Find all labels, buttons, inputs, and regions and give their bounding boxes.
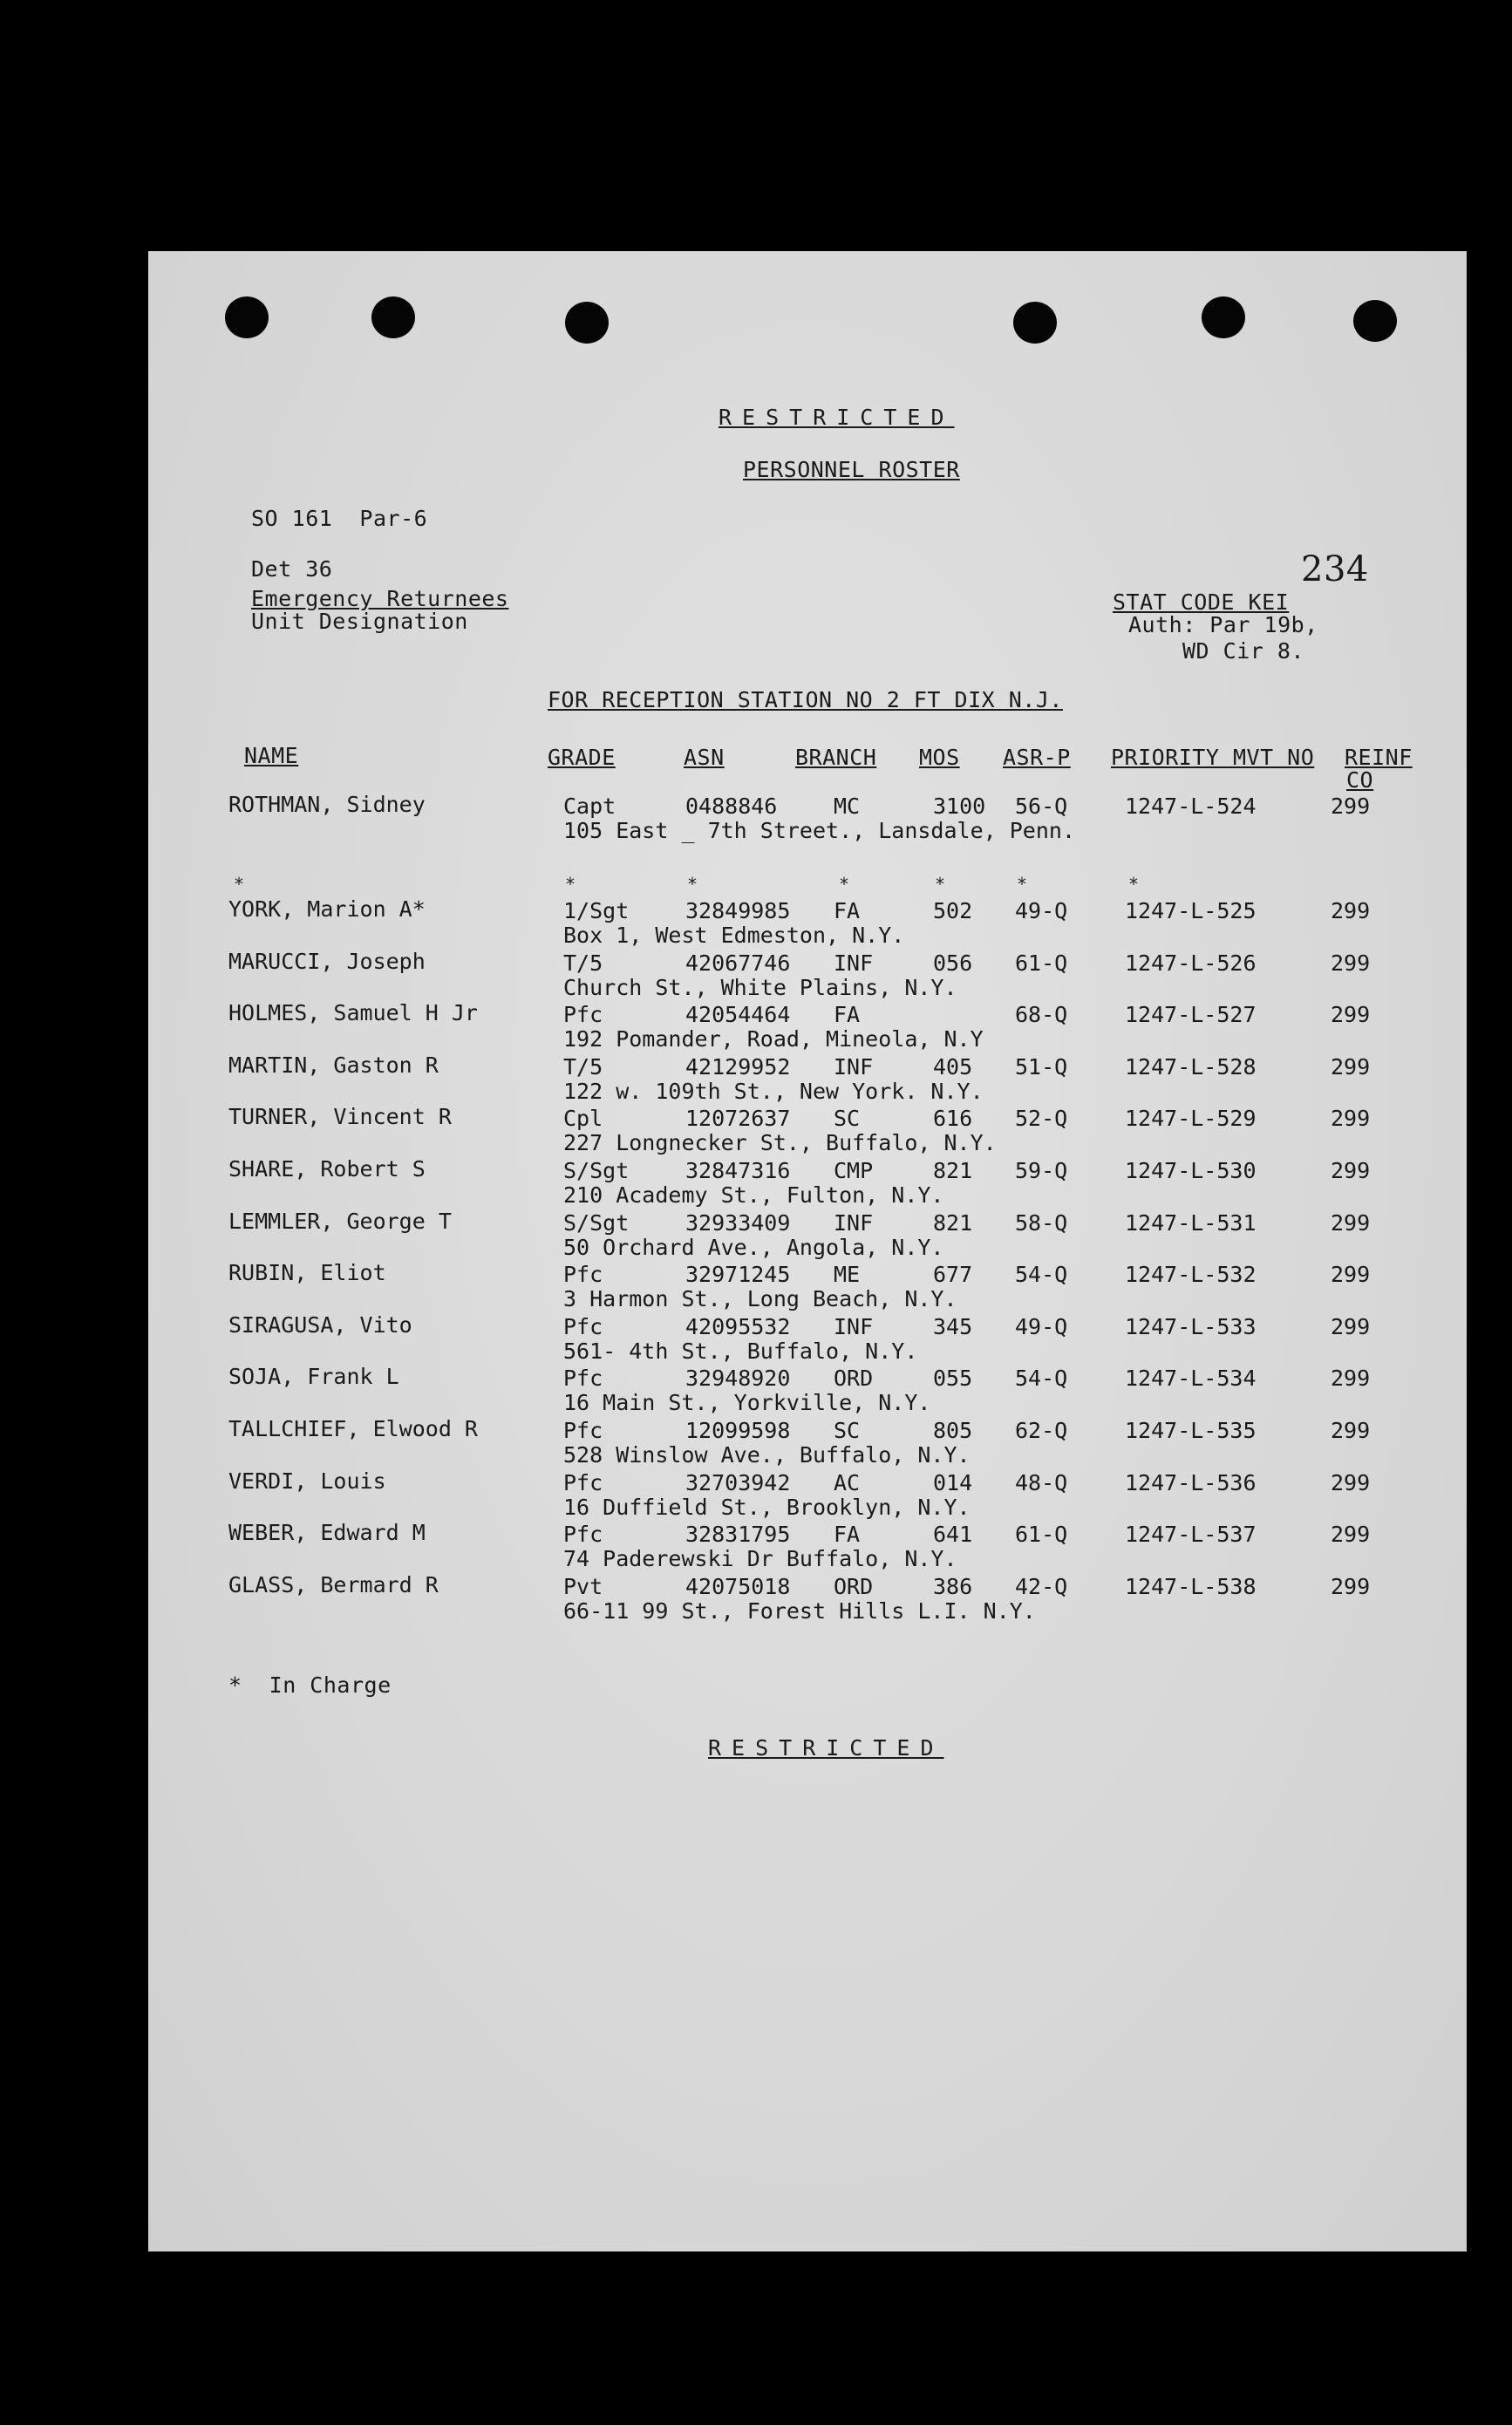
document-page [148, 251, 1467, 2251]
table-row [148, 1312, 1467, 1366]
row-address: 528 Winslow Ave., Buffalo, N.Y. [563, 1442, 971, 1468]
row-branch: ORD [834, 1574, 874, 1599]
row-name: ROTHMAN, Sidney [228, 792, 426, 817]
row-asn: 42075018 [685, 1574, 791, 1599]
row-co: 299 [1331, 1054, 1371, 1080]
row-address: 50 Orchard Ave., Angola, N.Y. [563, 1235, 944, 1260]
row-name: MARUCCI, Joseph [228, 949, 426, 974]
row-asn: 42095532 [685, 1314, 791, 1339]
table-row [148, 1364, 1467, 1418]
row-branch: INF [834, 1314, 874, 1339]
row-address: 3 Harmon St., Long Beach, N.Y. [563, 1286, 957, 1311]
stat-code: STAT CODE KEI [1113, 589, 1290, 615]
row-priority: 1247-L-537 [1125, 1522, 1257, 1547]
row-name: SOJA, Frank L [228, 1364, 399, 1389]
row-branch: FA [834, 1002, 861, 1027]
unit-name: Emergency Returnees [251, 586, 509, 611]
row-asr: 61-Q [1015, 950, 1068, 976]
page-number: 234 [1301, 549, 1369, 589]
row-asn: 32703942 [685, 1470, 791, 1495]
asterisk-marker: * [234, 874, 245, 895]
row-co: 299 [1331, 898, 1371, 923]
row-mos: 056 [933, 950, 973, 976]
authority-line-1: Auth: Par 19b, [1128, 612, 1318, 637]
row-grade: Pfc [563, 1522, 603, 1547]
row-co: 299 [1331, 1418, 1371, 1443]
row-co: 299 [1331, 950, 1371, 976]
row-address: 561- 4th St., Buffalo, N.Y. [563, 1339, 918, 1364]
row-grade: S/Sgt [563, 1210, 630, 1236]
row-co: 299 [1331, 1158, 1371, 1183]
asterisk-marker: * [935, 874, 946, 895]
row-address: Church St., White Plains, N.Y. [563, 975, 957, 1000]
table-row [148, 949, 1467, 1003]
row-branch: SC [834, 1418, 861, 1443]
row-branch: CMP [834, 1158, 874, 1183]
row-grade: Pfc [563, 1314, 603, 1339]
punch-hole [1202, 296, 1245, 338]
row-mos: 641 [933, 1522, 973, 1547]
table-row [148, 1572, 1467, 1626]
row-asn: 0488846 [685, 794, 778, 819]
column-header-priority: PRIORITY MVT NO [1111, 745, 1315, 770]
row-asr: 59-Q [1015, 1158, 1068, 1183]
row-address: 192 Pomander, Road, Mineola, N.Y [563, 1026, 984, 1052]
column-header-branch: BRANCH [795, 745, 877, 770]
row-grade: Pfc [563, 1470, 603, 1495]
row-mos: 386 [933, 1574, 973, 1599]
row-asn: 32847316 [685, 1158, 791, 1183]
row-asr: 58-Q [1015, 1210, 1068, 1236]
detachment: Det 36 [251, 556, 333, 582]
row-co: 299 [1331, 1210, 1371, 1236]
row-grade: Pvt [563, 1574, 603, 1599]
punch-hole [1353, 300, 1397, 342]
order-reference: SO 161 Par-6 [251, 506, 428, 531]
classification-header: RESTRICTED [719, 405, 955, 430]
row-name: HOLMES, Samuel H Jr [228, 1000, 478, 1025]
classification-footer: RESTRICTED [708, 1735, 944, 1761]
row-name: VERDI, Louis [228, 1468, 386, 1494]
row-asr: 54-Q [1015, 1366, 1068, 1391]
column-header-co: CO [1346, 767, 1374, 793]
row-name: MARTIN, Gaston R [228, 1052, 439, 1078]
table-row [148, 1468, 1467, 1522]
row-asr: 48-Q [1015, 1470, 1068, 1495]
asterisk-marker: * [565, 874, 576, 895]
row-priority: 1247-L-533 [1125, 1314, 1257, 1339]
row-mos: 3100 [933, 794, 986, 819]
row-mos: 821 [933, 1210, 973, 1236]
asterisk-marker: * [1017, 874, 1028, 895]
column-header-mos: MOS [919, 745, 960, 770]
destination: FOR RECEPTION STATION NO 2 FT DIX N.J. [548, 687, 1063, 712]
row-name: LEMMLER, George T [228, 1209, 452, 1234]
row-asr: 54-Q [1015, 1262, 1068, 1287]
unit-label: Unit Designation [251, 609, 468, 634]
row-address: 74 Paderewski Dr Buffalo, N.Y. [563, 1546, 957, 1571]
authority-line-2: WD Cir 8. [1182, 638, 1304, 664]
row-grade: Pfc [563, 1262, 603, 1287]
table-row [148, 1416, 1467, 1470]
table-row [148, 1104, 1467, 1158]
row-priority: 1247-L-531 [1125, 1210, 1257, 1236]
table-row [148, 1520, 1467, 1574]
row-branch: FA [834, 1522, 861, 1547]
footnote: * In Charge [228, 1672, 392, 1698]
row-asn: 12099598 [685, 1418, 791, 1443]
row-co: 299 [1331, 1106, 1371, 1131]
punch-hole [1013, 302, 1057, 344]
row-priority: 1247-L-536 [1125, 1470, 1257, 1495]
asterisk-marker: * [1128, 874, 1140, 895]
row-priority: 1247-L-538 [1125, 1574, 1257, 1599]
column-header-grade: GRADE [548, 745, 616, 770]
row-name: WEBER, Edward M [228, 1520, 426, 1545]
row-name: TURNER, Vincent R [228, 1104, 452, 1129]
table-row [148, 1052, 1467, 1107]
row-priority: 1247-L-528 [1125, 1054, 1257, 1080]
asterisk-marker: * [839, 874, 850, 895]
row-asr: 49-Q [1015, 898, 1068, 923]
row-co: 299 [1331, 1002, 1371, 1027]
row-asn: 12072637 [685, 1106, 791, 1131]
row-branch: SC [834, 1106, 861, 1131]
row-address: 16 Main St., Yorkville, N.Y. [563, 1390, 931, 1415]
row-asr: 61-Q [1015, 1522, 1068, 1547]
column-header-name: NAME [244, 743, 299, 768]
row-co: 299 [1331, 1262, 1371, 1287]
row-priority: 1247-L-526 [1125, 950, 1257, 976]
row-grade: 1/Sgt [563, 898, 630, 923]
row-address: 227 Longnecker St., Buffalo, N.Y. [563, 1130, 997, 1155]
row-asn: 32948920 [685, 1366, 791, 1391]
row-priority: 1247-L-532 [1125, 1262, 1257, 1287]
row-asn: 32831795 [685, 1522, 791, 1547]
table-row [148, 1209, 1467, 1263]
row-mos: 014 [933, 1470, 973, 1495]
row-asn: 32971245 [685, 1262, 791, 1287]
row-address: 105 East _ 7th Street., Lansdale, Penn. [563, 818, 1075, 843]
row-priority: 1247-L-524 [1125, 794, 1257, 819]
table-row [148, 1156, 1467, 1210]
row-priority: 1247-L-525 [1125, 898, 1257, 923]
row-priority: 1247-L-529 [1125, 1106, 1257, 1131]
row-asn: 32933409 [685, 1210, 791, 1236]
row-mos: 055 [933, 1366, 973, 1391]
row-address: 66-11 99 St., Forest Hills L.I. N.Y. [563, 1598, 1036, 1624]
row-branch: ME [834, 1262, 861, 1287]
column-header-reinf: REINF [1345, 745, 1413, 770]
row-name: YORK, Marion A* [228, 896, 426, 922]
row-branch: FA [834, 898, 861, 923]
row-branch: AC [834, 1470, 861, 1495]
row-asn: 42129952 [685, 1054, 791, 1080]
row-branch: INF [834, 950, 874, 976]
row-grade: S/Sgt [563, 1158, 630, 1183]
row-priority: 1247-L-527 [1125, 1002, 1257, 1027]
row-asr: 49-Q [1015, 1314, 1068, 1339]
row-branch: INF [834, 1054, 874, 1080]
row-co: 299 [1331, 1574, 1371, 1599]
row-grade: Pfc [563, 1002, 603, 1027]
table-row [148, 1260, 1467, 1314]
row-co: 299 [1331, 1314, 1371, 1339]
row-name: SIRAGUSA, Vito [228, 1312, 412, 1338]
row-branch: MC [834, 794, 861, 819]
column-header-asn: ASN [684, 745, 725, 770]
row-asr: 68-Q [1015, 1002, 1068, 1027]
row-grade: Pfc [563, 1418, 603, 1443]
row-address: Box 1, West Edmeston, N.Y. [563, 923, 905, 948]
row-asr: 52-Q [1015, 1106, 1068, 1131]
row-grade: Pfc [563, 1366, 603, 1391]
row-asr: 51-Q [1015, 1054, 1068, 1080]
row-priority: 1247-L-535 [1125, 1418, 1257, 1443]
row-grade: Cpl [563, 1106, 603, 1131]
row-name: GLASS, Bermard R [228, 1572, 439, 1597]
row-asn: 42054464 [685, 1002, 791, 1027]
row-grade: Capt [563, 794, 616, 819]
row-asr: 42-Q [1015, 1574, 1068, 1599]
row-name: RUBIN, Eliot [228, 1260, 386, 1285]
row-mos: 405 [933, 1054, 973, 1080]
row-mos: 616 [933, 1106, 973, 1131]
row-mos: 345 [933, 1314, 973, 1339]
punch-hole [371, 296, 415, 338]
row-co: 299 [1331, 794, 1371, 819]
row-address: 122 w. 109th St., New York. N.Y. [563, 1079, 984, 1104]
table-row [148, 792, 1467, 846]
row-name: SHARE, Robert S [228, 1156, 426, 1182]
row-branch: ORD [834, 1366, 874, 1391]
row-priority: 1247-L-534 [1125, 1366, 1257, 1391]
punch-hole [565, 302, 609, 344]
row-mos: 805 [933, 1418, 973, 1443]
row-asn: 42067746 [685, 950, 791, 976]
asterisk-marker: * [687, 874, 698, 895]
table-row [148, 1000, 1467, 1054]
row-asr: 56-Q [1015, 794, 1068, 819]
row-name: TALLCHIEF, Elwood R [228, 1416, 478, 1441]
row-co: 299 [1331, 1522, 1371, 1547]
row-co: 299 [1331, 1470, 1371, 1495]
table-row [148, 896, 1467, 950]
row-address: 210 Academy St., Fulton, N.Y. [563, 1182, 944, 1208]
row-mos: 502 [933, 898, 973, 923]
row-priority: 1247-L-530 [1125, 1158, 1257, 1183]
row-grade: T/5 [563, 1054, 603, 1080]
document-title: PERSONNEL ROSTER [743, 457, 960, 482]
row-asr: 62-Q [1015, 1418, 1068, 1443]
row-grade: T/5 [563, 950, 603, 976]
row-asn: 32849985 [685, 898, 791, 923]
punch-hole [225, 296, 269, 338]
row-mos: 821 [933, 1158, 973, 1183]
column-header-asr: ASR-P [1003, 745, 1071, 770]
row-address: 16 Duffield St., Brooklyn, N.Y. [563, 1495, 971, 1520]
row-branch: INF [834, 1210, 874, 1236]
row-mos: 677 [933, 1262, 973, 1287]
row-co: 299 [1331, 1366, 1371, 1391]
